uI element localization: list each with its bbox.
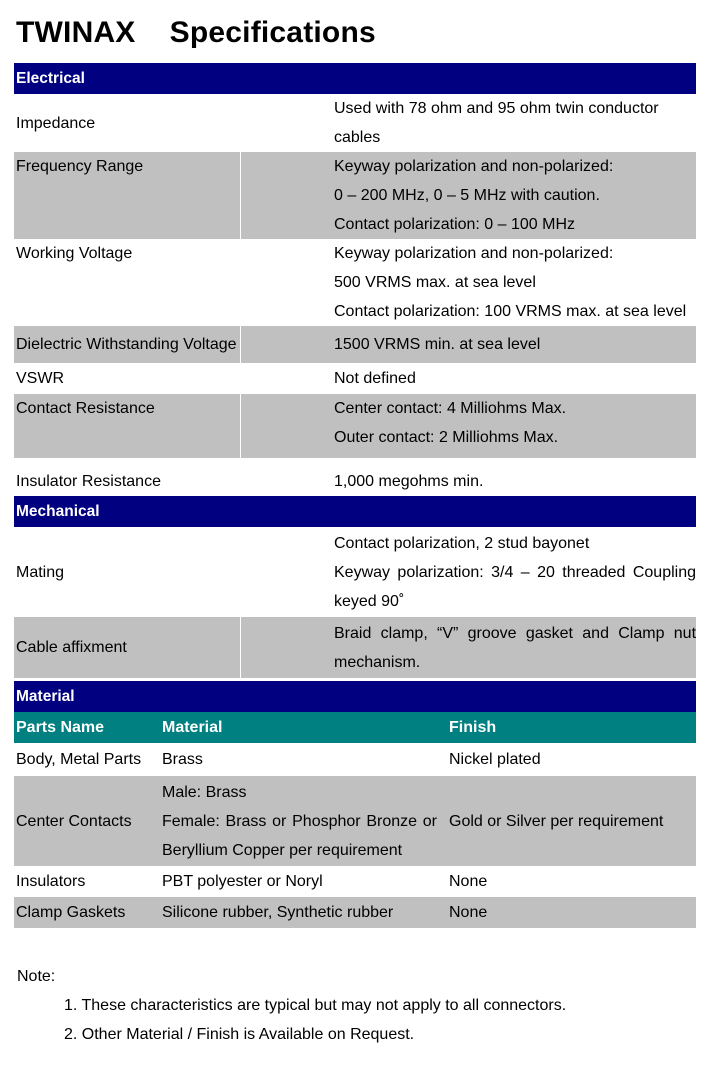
- spec-value-line: Keyway polarization and non-polarized:: [334, 245, 614, 262]
- section-header-electrical: [14, 63, 696, 94]
- spec-row: [14, 458, 696, 496]
- part-finish: None: [447, 897, 696, 928]
- spec-value: [332, 394, 696, 458]
- part-name: Insulators: [16, 873, 86, 890]
- section-title: Electrical: [14, 63, 696, 94]
- spec-value-line: Not defined: [334, 370, 416, 387]
- spec-label: Contact Resistance: [14, 394, 240, 458]
- material-row: [14, 776, 696, 866]
- spec-row: [14, 239, 696, 326]
- spec-spacer: [240, 152, 332, 239]
- spec-value: [332, 617, 696, 678]
- spec-label: Impedance: [16, 114, 96, 132]
- spec-spacer: [240, 458, 332, 496]
- spec-row: [14, 94, 696, 152]
- spec-value-line: 1500 VRMS min. at sea level: [334, 336, 541, 353]
- spec-value: [332, 239, 696, 326]
- material-line: Brass: [162, 751, 203, 768]
- spec-spacer: [240, 239, 332, 326]
- section-header-material: [14, 681, 696, 712]
- material-row: [14, 866, 696, 897]
- spec-label: Mating: [16, 563, 65, 581]
- part-name: Body, Metal Parts: [16, 751, 142, 768]
- material-row: [14, 897, 696, 928]
- spec-row: [14, 326, 696, 363]
- spec-label: Frequency Range: [14, 152, 240, 239]
- column-header-parts-name: Parts Name: [14, 712, 160, 743]
- spec-value: [332, 326, 696, 363]
- section-title: Mechanical: [14, 496, 696, 527]
- material-line: Female: Brass or Phosphor Bronze or: [162, 812, 437, 830]
- spec-spacer: [240, 94, 332, 152]
- spec-value-line: mechanism.: [334, 653, 421, 671]
- material-row: [14, 743, 696, 776]
- spec-row: [14, 152, 696, 239]
- part-finish: Nickel plated: [449, 751, 541, 768]
- part-material: [160, 776, 447, 866]
- electrical-mechanical-table: [14, 63, 696, 681]
- spec-value-line: Keyway polarization and non-polarized:: [334, 158, 614, 175]
- part-material: [160, 866, 447, 897]
- part-material: [160, 897, 447, 928]
- spec-value-line: keyed 90˚: [334, 592, 405, 610]
- spec-value-line: 500 VRMS max. at sea level: [334, 274, 536, 291]
- column-header-material: Material: [160, 712, 447, 743]
- material-line: PBT polyester or Noryl: [162, 873, 323, 890]
- spec-value: [332, 527, 696, 617]
- spec-value-line: Outer contact: 2 Milliohms Max.: [334, 429, 559, 446]
- section-header-mechanical: [14, 496, 696, 527]
- spec-value-line: cables: [334, 129, 381, 146]
- spec-sheet: [14, 63, 696, 928]
- part-finish: Gold or Silver per requirement: [447, 776, 696, 866]
- spec-row: [14, 527, 696, 617]
- note-block: [17, 962, 566, 1049]
- spec-value-line: Contact polarization, 2 stud bayonet: [334, 534, 590, 552]
- note-heading: Note:: [17, 968, 56, 985]
- material-column-headers: [14, 712, 696, 743]
- spec-value: [332, 363, 696, 394]
- spec-label: Dielectric Withstanding Voltage: [14, 326, 240, 363]
- note-item: 2. Other Material / Finish is Available on Request.: [64, 1026, 415, 1043]
- note-item: 1. These characteristics are typical but may not apply to all connectors.: [64, 997, 567, 1014]
- spec-spacer: [240, 326, 332, 363]
- spec-spacer: [240, 617, 332, 678]
- spec-value-line: Used with 78 ohm and 95 ohm twin conductor: [334, 100, 659, 117]
- spec-label: Working Voltage: [16, 245, 133, 262]
- spec-value-line: 1,000 megohms min.: [334, 473, 484, 490]
- part-material: [160, 743, 447, 776]
- spec-spacer: [240, 394, 332, 458]
- part-finish: None: [449, 873, 488, 890]
- spec-label: Insulator Resistance: [16, 473, 161, 490]
- spec-row: [14, 363, 696, 394]
- part-name: Center Contacts: [14, 776, 160, 866]
- spec-value: [332, 458, 696, 496]
- spec-spacer: [240, 527, 332, 617]
- material-line: Silicone rubber, Synthetic rubber: [162, 904, 394, 921]
- spec-value: [332, 94, 696, 152]
- spec-label: VSWR: [16, 370, 64, 387]
- spec-spacer: [240, 363, 332, 394]
- spec-value-line: Contact polarization: 0 – 100 MHz: [334, 216, 576, 233]
- spec-row: [14, 394, 696, 458]
- spec-value-line: Center contact: 4 Milliohms Max.: [334, 400, 567, 417]
- spec-value-line: Contact polarization: 100 VRMS max. at sea level: [334, 303, 687, 320]
- section-title: Material: [14, 681, 696, 712]
- spec-value-line: Braid clamp, “V” groove gasket and Clamp nut: [334, 624, 697, 642]
- part-name: Clamp Gaskets: [14, 897, 160, 928]
- page-title: TWINAX Specifications: [16, 16, 376, 49]
- spec-value-line: Keyway polarization: 3/4 – 20 threaded Coupling: [334, 563, 697, 581]
- spec-value: [332, 152, 696, 239]
- spec-row: [14, 617, 696, 678]
- material-line: Beryllium Copper per requirement: [162, 841, 403, 859]
- spec-value-line: 0 – 200 MHz, 0 – 5 MHz with caution.: [334, 187, 600, 204]
- spec-label: Cable affixment: [14, 617, 240, 678]
- column-header-finish: Finish: [447, 712, 696, 743]
- material-line: Male: Brass: [162, 783, 247, 801]
- material-table: [14, 681, 696, 928]
